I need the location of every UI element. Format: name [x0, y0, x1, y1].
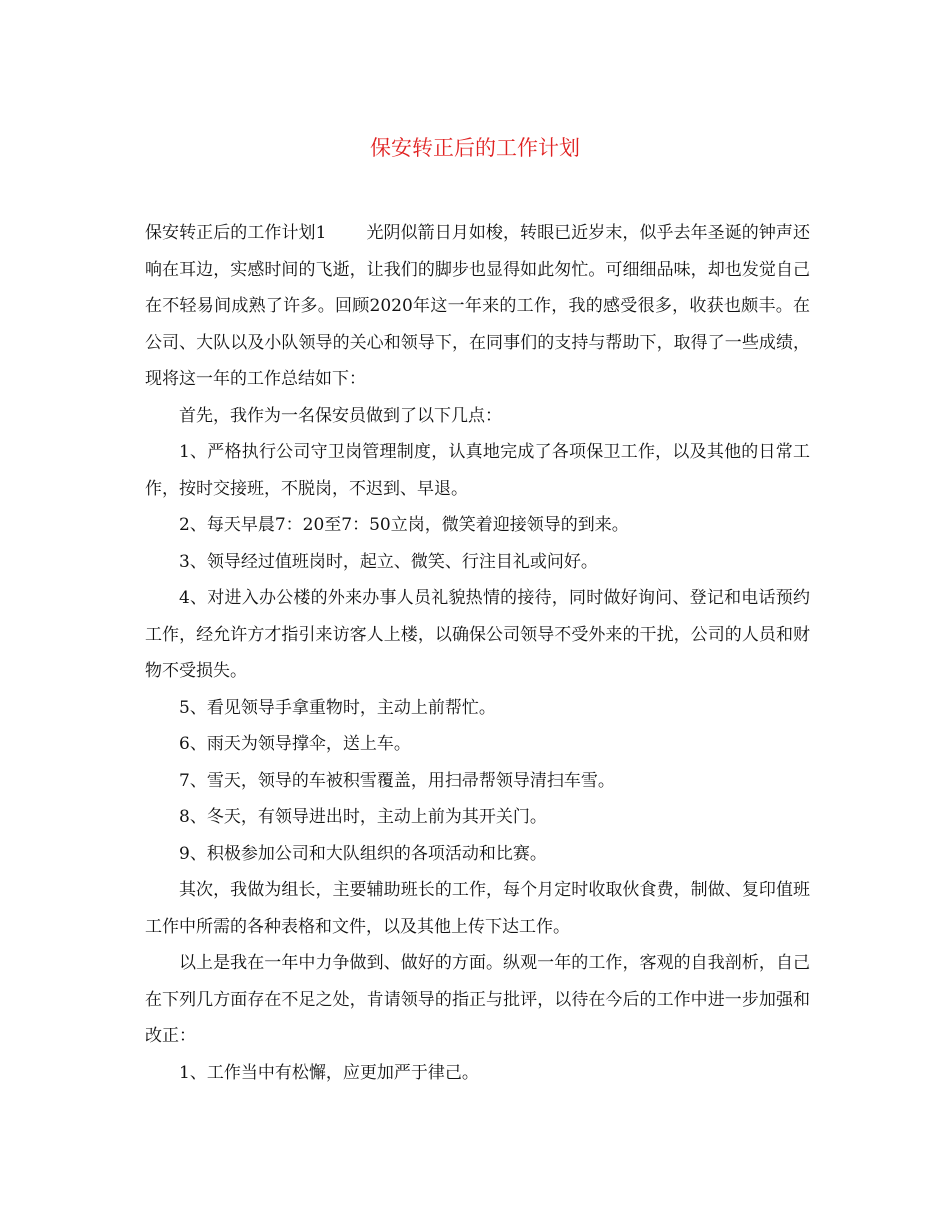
paragraph-2: 1、严格执行公司守卫岗管理制度，认真地完成了各项保卫工作，以及其他的日常工作，按时交接班，不脱岗，不迟到、早退。	[145, 442, 810, 499]
paragraph-13: 1、工作当中有松懈，应更加严于律己。	[179, 1062, 479, 1083]
paragraph-9: 8、冬天，有领导进出时，主动上前为其开关门。	[179, 807, 547, 827]
intro-text: 光阴似箭日月如梭，转眼已近岁末，似乎去年圣诞的钟声还响在耳边，实感时间的飞逝，让我们的脚步也显得如此匆忙。可细细品味，却也发觉自己在不轻易间成熟了许多。回顾2020年这一年来的工作，我的感受很多，收获也颇丰。在公司、大队以及小队领导的关心和领导下，在同事们的支持与帮助下，取得了一些成绩，现将这一年的工作总结如下：	[145, 223, 810, 389]
paragraph-4: 3、领导经过值班岗时，起立、微笑、行注目礼或问好。	[179, 551, 598, 572]
paragraph-12: 以上是我在一年中力争做到、做好的方面。纵观一年的工作，客观的自我剖析，自己在下列几方面存在不足之处，肯请领导的指正与批评，以待在今后的工作中进一步加强和改正：	[145, 953, 810, 1046]
document-body	[145, 215, 810, 1091]
paragraph-5: 4、对进入办公楼的外来办事人员礼貌热情的接待，同时做好询问、登记和电话预约工作，经允许方才指引来访客人上楼，以确保公司领导不受外来的干扰，公司的人员和财物不受损失。	[145, 588, 810, 681]
paragraph-3: 2、每天早晨7：20至7：50立岗，微笑着迎接领导的到来。	[179, 515, 629, 535]
paragraph-8: 7、雪天，领导的车被积雪覆盖，用扫帚帮领导清扫车雪。	[179, 770, 615, 791]
intro-paragraph	[145, 215, 810, 398]
paragraph-1: 首先，我作为一名保安员做到了以下几点：	[179, 405, 502, 426]
paragraph-7: 6、雨天为领导撑伞，送上车。	[179, 734, 411, 754]
paragraph-10: 9、积极参加公司和大队组织的各项活动和比赛。	[179, 843, 547, 864]
paragraph-11: 其次，我做为组长，主要辅助班长的工作，每个月定时收取伙食费，制做、复印值班工作中所需的各种表格和文件，以及其他上传下达工作。	[145, 880, 810, 937]
paragraph-6: 5、看见领导手拿重物时，主动上前帮忙。	[179, 697, 496, 718]
document-title: 保安转正后的工作计划	[370, 136, 580, 160]
intro-heading: 保安转正后的工作计划1	[145, 223, 327, 243]
